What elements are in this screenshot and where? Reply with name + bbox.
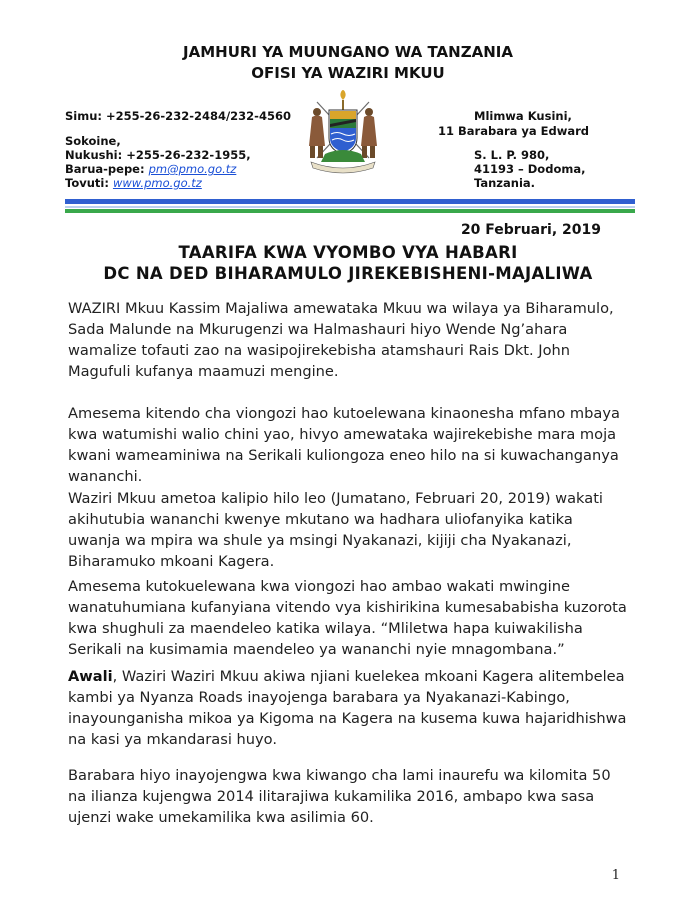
- contact-pobox: S. L. P. 980,: [474, 148, 550, 162]
- header-bar-light: [65, 206, 635, 208]
- paragraph-6: Barabara hiyo inayojengwa kwa kiwango cha lami inaurefu wa kilomita 50 na ilianza kujengwa 2014 ilitarajiwa kukamilika 2016, ambapo kwa sasa ujenzi wake umekamilika kwa asilimia 60.: [68, 767, 611, 826]
- contact-website-row: [65, 176, 202, 190]
- paragraph-5-lead: Awali: [68, 668, 113, 685]
- contact-email-row: [65, 162, 236, 176]
- contact-road: 11 Barabara ya Edward: [438, 124, 590, 138]
- contact-email-label: Barua-pepe:: [65, 162, 149, 176]
- contact-website-label: Tovuti:: [65, 176, 113, 190]
- contact-phone: Simu: +255-26-232-2484/232-4560: [65, 109, 291, 123]
- header-bar-blue: [65, 199, 635, 204]
- paragraph-1: WAZIRI Mkuu Kassim Majaliwa amewataka Mkuu wa wilaya ya Biharamulo, Sada Malunde na Mkurugenzi wa Halmashauri hiyo Wende Ng’ahara wamalize tofauti zao na wasipojirekebisha atamshauri Rais Dkt. John Magufuli kufanya maamuzi mengine.: [68, 300, 614, 380]
- header-country: JAMHURI YA MUUNGANO WA TANZANIA: [183, 43, 513, 61]
- contact-country: Tanzania.: [474, 176, 536, 190]
- contact-email-link[interactable]: pm@pmo.go.tz: [148, 162, 237, 176]
- contact-website-link[interactable]: www.pmo.go.tz: [112, 176, 202, 190]
- paragraph-5: [68, 666, 628, 750]
- paragraph-2: Amesema kitendo cha viongozi hao kutoelewana kinaonesha mfano mbaya kwa watumishi walio chini yao, hivyo amewataka wajirekebishe mara moja kwani wameaminiwa na Serikali kuliongoza eneo hilo na si kuwachanganya wananchi.: [68, 405, 620, 485]
- contact-street: Mlimwa Kusini,: [474, 109, 572, 123]
- paragraph-5-body: , Waziri Waziri Mkuu akiwa njiani kuelekea mkoani Kagera alitembelea kambi ya Nyanza Roads inayojenga barabara ya Nyakanazi-Kabingo, inayounganisha mikoa ya Kigoma na Kagera na kusema kuwa hajaridhishwa na kasi ya mkandarasi huyo.: [68, 668, 627, 748]
- paragraph-4: Amesema kutokuelewana kwa viongozi hao ambao wakati mwingine wanatuhumiana kufanyiana vitendo vya kishirikina kumesababisha kuzorota kwa shughuli za maendeleo katika wilaya. “Mliletwa hapa kuiwakilisha Serikali na kusimamia maendeleo ya wananchi nyie mnagombana.”: [68, 578, 627, 658]
- release-title: TAARIFA KWA VYOMBO VYA HABARI: [178, 243, 518, 262]
- tanzania-coat-of-arms-icon: [297, 88, 389, 174]
- contact-fax: Nukushi: +255-26-232-1955,: [65, 148, 251, 162]
- contact-city: 41193 – Dodoma,: [474, 162, 586, 176]
- paragraph-3: Waziri Mkuu ametoa kalipio hilo leo (Jumatano, Februari 20, 2019) wakati akihutubia wananchi kwenye mkutano wa hadhara uliofanyika katika uwanja wa mpira wa shule ya msingi Nyakanazi, kijiji cha Nyakanazi, Biharamuko mkoani Kagera.: [68, 490, 603, 570]
- release-date: 20 Februari, 2019: [460, 222, 601, 238]
- header-bar-green: [65, 209, 635, 213]
- release-subtitle: DC NA DED BIHARAMULO JIREKEBISHENI-MAJALIWA: [103, 264, 593, 283]
- page-number: 1: [611, 868, 620, 883]
- contact-sokoine: Sokoine,: [65, 134, 121, 148]
- header-office: OFISI YA WAZIRI MKUU: [251, 64, 445, 82]
